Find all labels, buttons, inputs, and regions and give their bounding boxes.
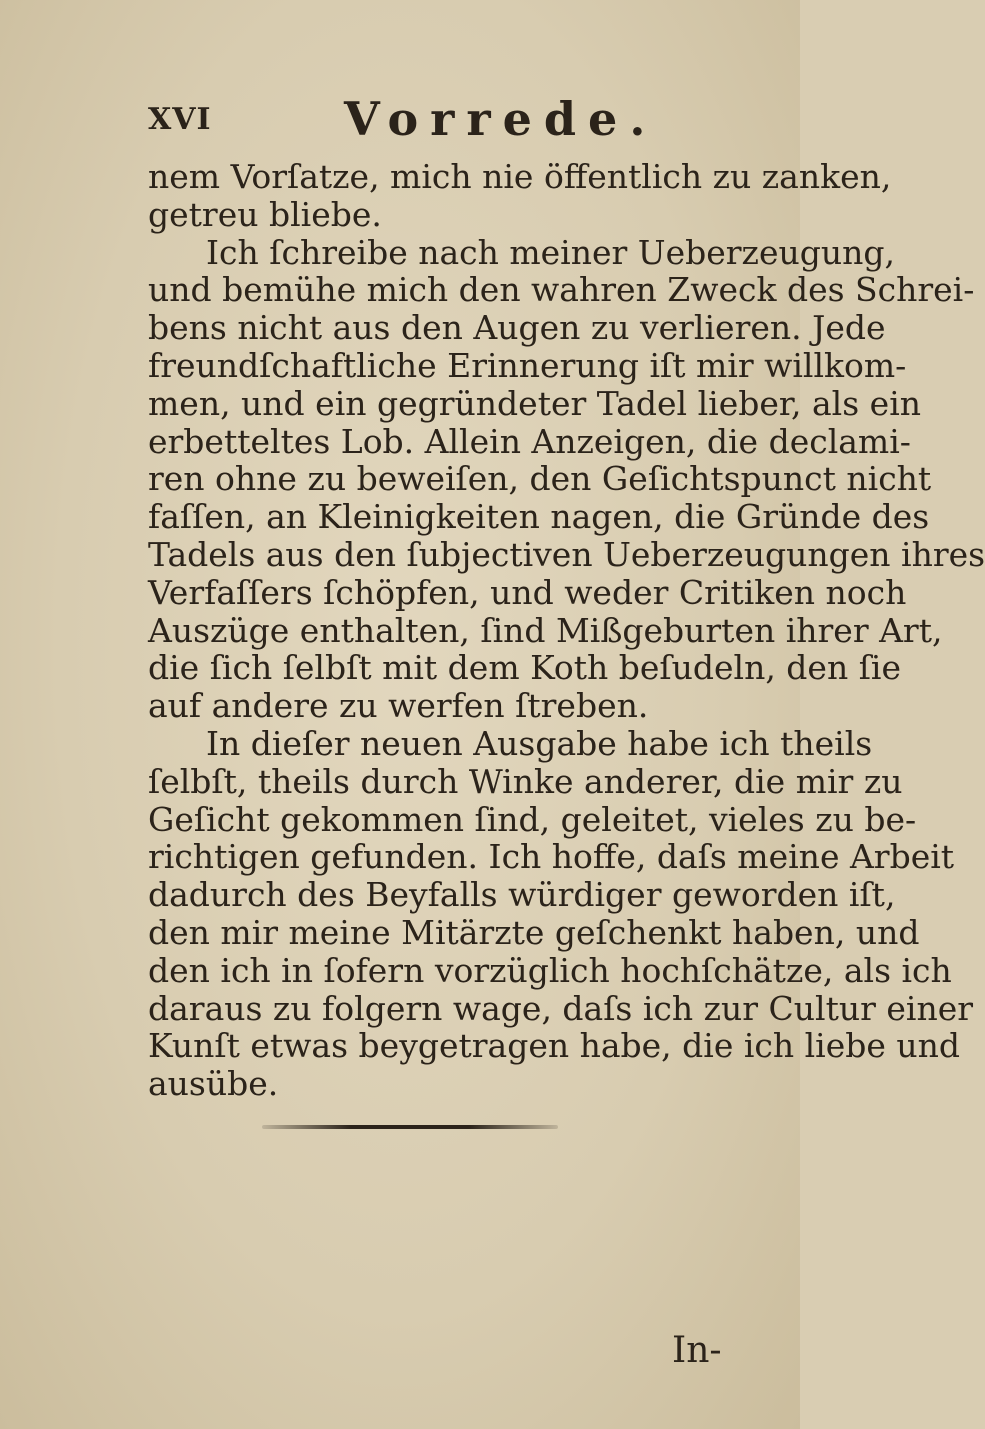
text-line: Kunſt etwas beygetragen habe, die ich liebe und: [148, 1026, 961, 1066]
text-line: men, und ein gegründeter Tadel lieber, als ein: [148, 383, 922, 423]
text-line: ſelbſt, theils durch Winke anderer, die mir zu: [148, 761, 903, 801]
text-line: Verfaſſers ſchöpfen, und weder Critiken noch: [148, 572, 907, 612]
page-number: XVI: [148, 102, 212, 137]
text-line: daraus zu folgern wage, daſs ich zur Cultur einer: [148, 988, 974, 1028]
text-line: den ich in ſofern vorzüglich hochſchätze, als ich: [148, 950, 952, 990]
body-text: [148, 157, 985, 1104]
text-line: Tadels aus den ſubjectiven Ueberzeugungen ihres: [148, 534, 985, 574]
text-line: und bemühe mich den wahren Zweck des Schrei-: [148, 270, 975, 310]
text-line: In dieſer neuen Ausgabe habe ich theils: [206, 723, 873, 763]
page-header: [148, 92, 708, 148]
section-divider-rule: [262, 1125, 558, 1129]
text-line: Auszüge enthalten, ſind Mißgeburten ihrer Art,: [148, 610, 943, 650]
text-line: ren ohne zu beweiſen, den Geſichtspunct nicht: [148, 459, 932, 499]
text-line: bens nicht aus den Augen zu verlieren. Jede: [148, 308, 886, 348]
text-line: erbetteltes Lob. Allein Anzeigen, die declami-: [148, 421, 911, 461]
text-line: Geſicht gekommen ſind, geleitet, vieles zu be-: [148, 799, 917, 839]
catchword: In-: [672, 1330, 722, 1371]
text-line: freundſchaftliche Erinnerung iſt mir willkom-: [148, 345, 907, 385]
running-title: Vorrede.: [344, 92, 658, 146]
text-line: faſſen, an Kleinigkeiten nagen, die Gründe des: [148, 497, 930, 537]
text-line: nem Vorſatze, mich nie öffentlich zu zanken,: [148, 157, 892, 196]
text-line: richtigen gefunden. Ich hoffe, daſs meine Arbeit: [148, 837, 955, 877]
text-line: die ſich ſelbſt mit dem Koth beſudeln, den ſie: [148, 648, 902, 688]
text-line: auf andere zu werfen ſtreben.: [148, 686, 649, 726]
text-line: ausübe.: [148, 1064, 279, 1104]
text-line: Ich ſchreibe nach meiner Ueberzeugung,: [206, 232, 895, 272]
text-line: getreu bliebe.: [148, 194, 382, 234]
text-line: dadurch des Beyfalls würdiger geworden iſt,: [148, 875, 896, 915]
text-line: den mir meine Mitärzte geſchenkt haben, und: [148, 912, 920, 952]
